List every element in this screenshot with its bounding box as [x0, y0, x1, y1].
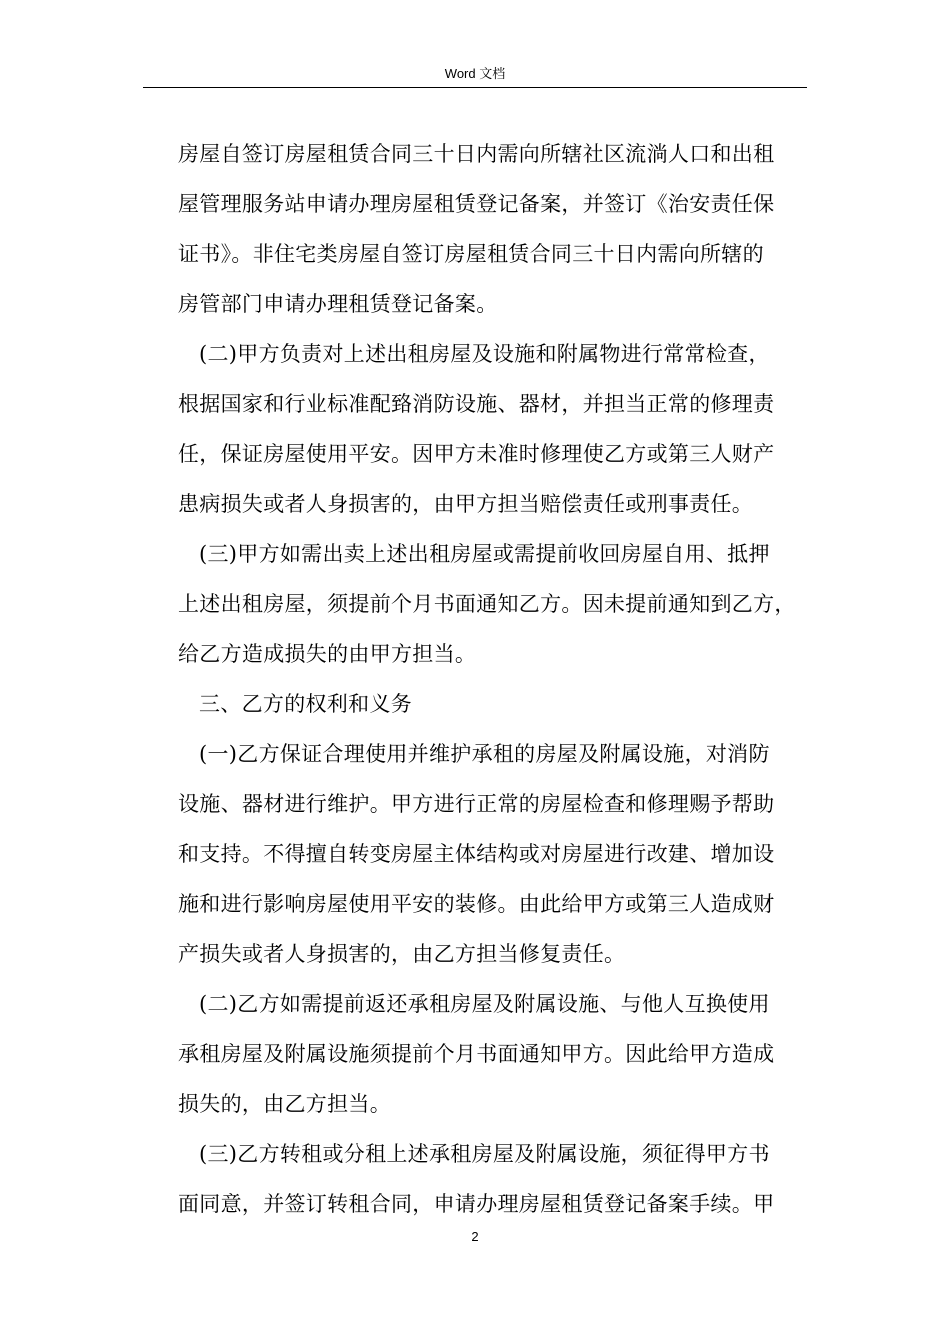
- body-line: 房屋自签订房屋租赁合同三十日内需向所辖社区流淌人口和出租: [178, 142, 775, 166]
- body-line: 给乙方造成损失的由甲方担当。: [178, 642, 477, 666]
- body-line: (三)乙方转租或分租上述承租房屋及附属设施，须征得甲方书: [199, 1142, 770, 1166]
- body-line: 根据国家和行业标准配臵消防设施、器材，并担当正常的修理责: [178, 392, 775, 416]
- body-line: (三)甲方如需出卖上述出租房屋或需提前收回房屋自用、抵押: [199, 542, 770, 566]
- body-line: 施和进行影响房屋使用平安的装修。由此给甲方或第三人造成财: [178, 892, 775, 916]
- section-heading: 三、乙方的权利和义务: [199, 692, 412, 716]
- document-body: [178, 129, 810, 1229]
- body-line: 和支持。不得擅自转变房屋主体结构或对房屋进行改建、增加设: [178, 842, 775, 866]
- body-line: 房管部门申请办理租赁登记备案。: [178, 292, 498, 316]
- header-divider: [143, 87, 807, 88]
- body-line: (二)乙方如需提前返还承租房屋及附属设施、与他人互换使用: [199, 992, 770, 1016]
- body-line: 证书》。非住宅类房屋自签订房屋租赁合同三十日内需向所辖的: [178, 242, 764, 266]
- body-line: 设施、器材进行维护。甲方进行正常的房屋检查和修理赐予帮助: [178, 792, 775, 816]
- body-line: 产损失或者人身损害的，由乙方担当修复责任。: [178, 942, 626, 966]
- body-line: (一)乙方保证合理使用并维护承租的房屋及附属设施，对消防: [199, 742, 770, 766]
- body-line: 损失的，由乙方担当。: [178, 1092, 391, 1116]
- body-line: (二)甲方负责对上述出租房屋及设施和附属物进行常常检查，: [199, 342, 770, 366]
- page-header-title: Word 文档: [444, 66, 506, 81]
- body-line: 承租房屋及附属设施须提前个月书面通知甲方。因此给甲方造成: [178, 1042, 775, 1066]
- body-line: 任，保证房屋使用平安。因甲方未准时修理使乙方或第三人财产: [178, 442, 775, 466]
- page-number: 2: [471, 1229, 479, 1244]
- body-line: 上述出租房屋，须提前个月书面通知乙方。因未提前通知到乙方，: [178, 592, 796, 616]
- body-line: 屋管理服务站申请办理房屋租赁登记备案，并签订《治安责任保: [178, 192, 775, 216]
- body-line: 患病损失或者人身损害的，由甲方担当赔偿责任或刑事责任。: [178, 492, 754, 516]
- body-line: 面同意，并签订转租合同，申请办理房屋租赁登记备案手续。甲: [178, 1192, 775, 1216]
